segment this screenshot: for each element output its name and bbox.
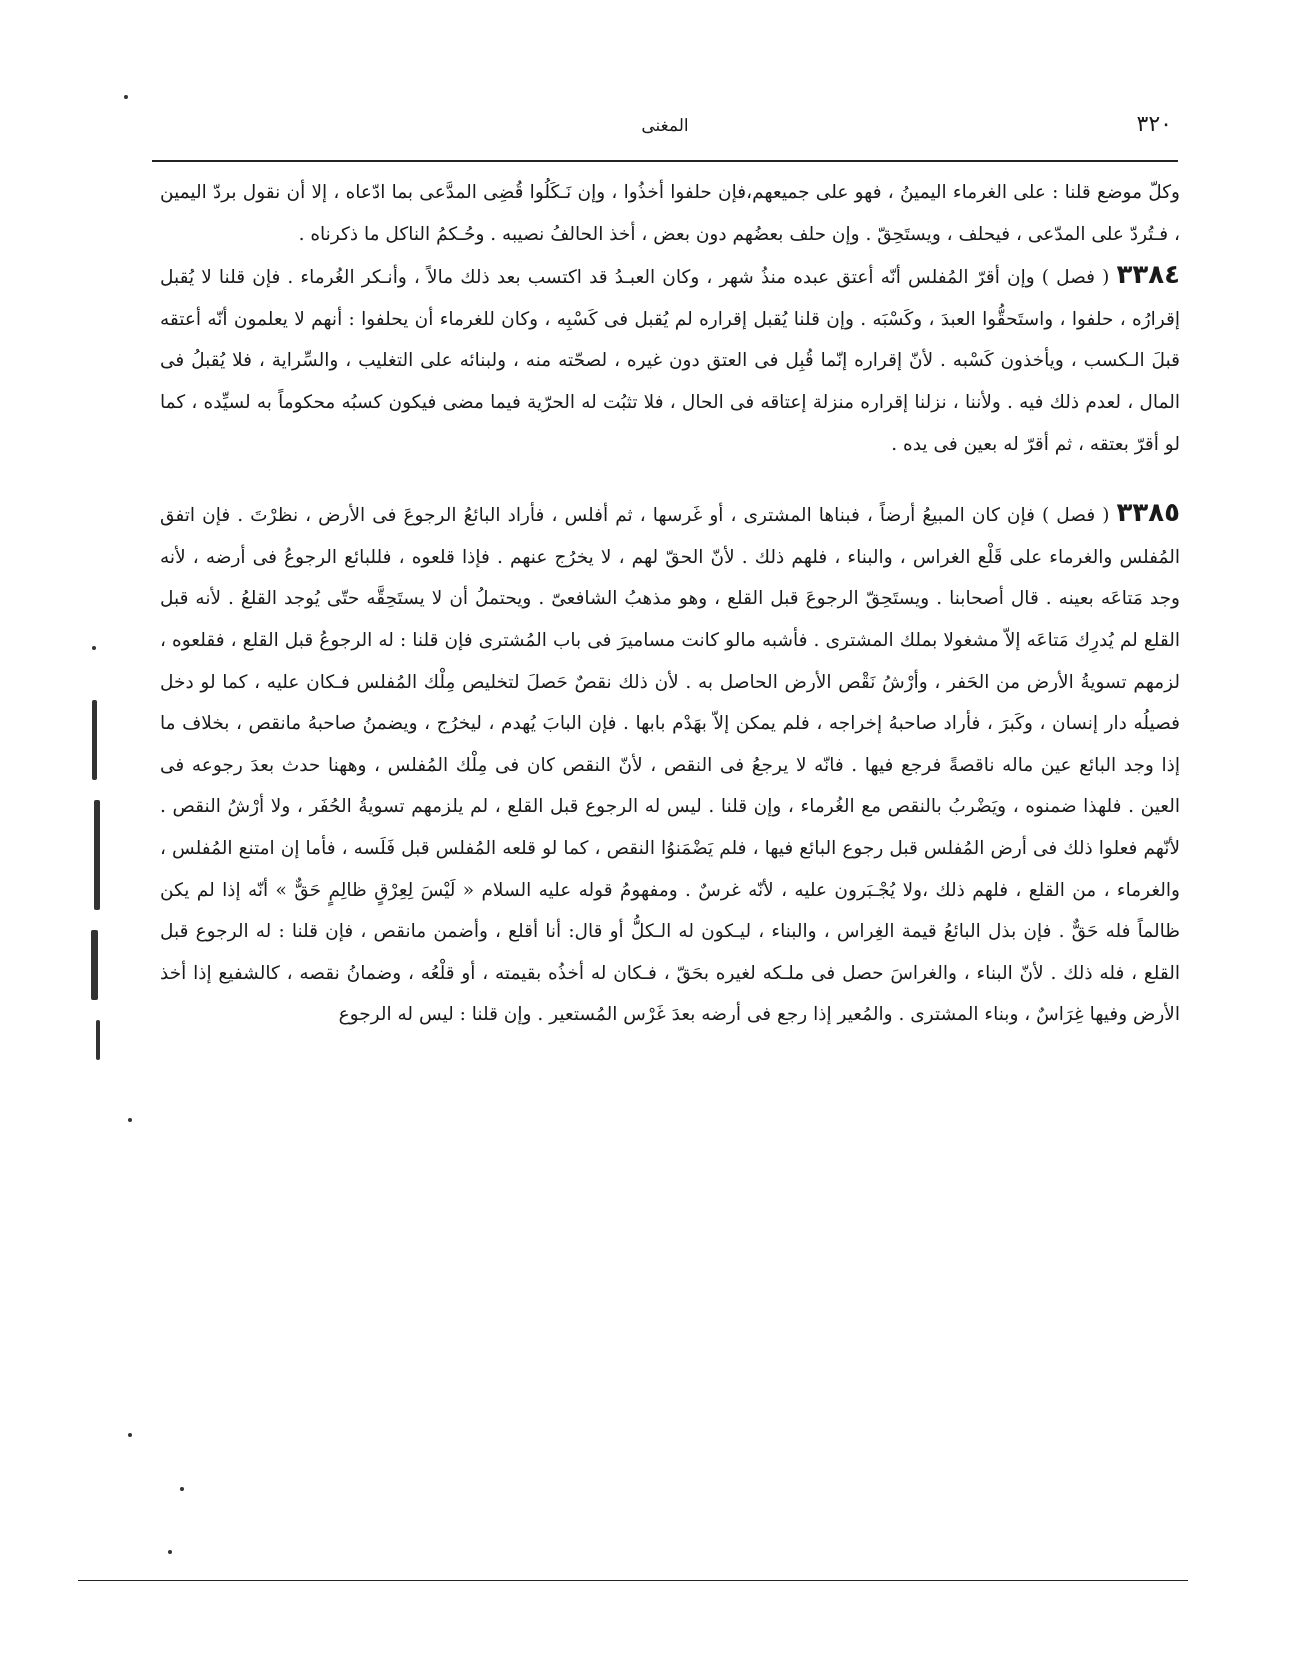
margin-annotations — [86, 640, 116, 1160]
paragraph-text: ( فصل ) وإن أقرّ المُفلس أنّه أعتق عبده منذُ شهر ، وكان العبـدُ قد اكتسب بعد ذلك مالاً ، وأنـكر الغُرماء . فإن قلنا لا يُقبل إقرارُه ، حلفوا ، واستَحقُّوا العبدَ ، وكَسْبَه . وإن قلنا يُقبل إقراره لم يُقبل فى كَسْبِه ، وكان للغرماء أن يحلفوا : أنهم لا يعلمون أنّه أعتقه قبلَ الـكسب ، ويأخذون كَسْبه . لأنّ إقراره إنّما قُبِل فى العتق دون غيره ، لصحّته منه ، ولبنائه على التغليب ، والسِّراية ، فلا يُقبلُ فى المال ، لعدم ذلك فيه . ولأننا ، نزلنا إقراره منزلة إعتاقه فى الحال ، فلا تثبُت له الحرّية فيما مضى فيكون كسبُه محكوماً به لسيِّده ، كما لو أقرّ بعتقه ، ثم أقرّ له بعين فى يده . — [160, 267, 1180, 455]
speck — [128, 1118, 132, 1122]
margin-mark — [92, 700, 97, 780]
book-title: المغنى — [641, 116, 689, 136]
paragraph-section-3385 — [160, 493, 1180, 1036]
section-number: ٣٣٨٤ — [1116, 260, 1181, 291]
speck — [168, 1550, 172, 1554]
margin-mark — [91, 930, 98, 1000]
paragraph-text: وكلّ موضع قلنا : على الغرماء اليمينُ ، فهو على جميعهم،فإن حلفوا أخذُوا ، وإن نَـكَلُوا قُضِى المدَّعى بما ادّعاه ، إلا أن نقول بردّ اليمين ، فـتُردّ على المدّعى ، فيحلف ، ويستَحِقّ . وإن حلف بعضُهم دون بعض ، أخذ الحالفُ نصيبه . وحُـكمُ الناكل ما ذكرناه . — [160, 182, 1180, 245]
footer-divider — [78, 1580, 1188, 1581]
speck — [92, 646, 96, 650]
speck — [128, 1433, 132, 1437]
page-header — [150, 112, 1180, 152]
margin-mark — [94, 800, 100, 910]
paragraph-continuation — [160, 172, 1180, 255]
page-number: ٣٢٠ — [1136, 112, 1172, 137]
paragraph-section-3384 — [160, 255, 1180, 465]
speck — [180, 1487, 184, 1491]
speck — [124, 95, 128, 99]
body-text — [160, 172, 1180, 1036]
paragraph-text: ( فصل ) فإن كان المبيعُ أرضاً ، فبناها المشترى ، أو غَرسها ، ثم أفلس ، فأراد البائعُ الرجوعَ فى الأرض ، نظرْتَ . فإن اتفق المُفلس والغرماء على قَلْع الغراس ، والبناء ، فلهم ذلك . لأنّ الحقّ لهم ، لا يخرُج عنهم . فإذا قلعوه ، فللبائع الرجوعُ فى أرضه ، لأنه وجد مَتاعَه بعينه . قال أصحابنا . ويستَحِقّ الرجوعَ قبل القلع ، وهو مذهبُ الشافعىّ . ويحتملُ أن لا يستَحِقَّه حتّى يُوجد القلعُ . لأنه قبل القلع لم يُدرِك مَتاعَه إلاّ مشغولا بملك المشترى . فأشبه مالو كانت مساميرَ فى باب المُشترى فإن قلنا : له الرجوعُ قبل القلع ، فقلعوه ، لزمهم تسويةُ الأرض من الحَفر ، وأرْشُ نَقْص الأرض الحاصل به . لأن ذلك نقصٌ حَصلَ لتخليص مِلْك المُفلس فـكان عليه ، كما لو دخل فصيلُه دار إنسان ، وكَبرَ ، فأراد صاحبهُ إخراجه ، فلم يمكن إلاّ بهَدْم بابها . فإن البابَ يُهدم ، ليخرُج ، ويضمنُ صاحبهُ مانقص ، بخلاف ما إذا وجد البائع عين ماله ناقصةً فرجع فيها . فانّه لا يرجعُ فى النقص ، لأنّ النقص كان فى مِلْك المُفلس ، وههنا حدث بعدَ رجوعه فى العين . فلهذا ضمنوه ، ويَضْربُ بالنقص مع الغُرماء ، وإن قلنا . ليس له الرجوع قبل القلع ، لم يلزمهم تسويةُ الحُفَر ، ولا أرْشُ النقص . لأنّهم فعلوا ذلك فى أرض المُفلس قبل رجوع البائع فيها ، فلم يَضْمَنوُا النقص ، كما لو قلعه المُفلس قبل فَلَسه ، فأما إن امتنع المُفلس ، والغرماء ، من القلع ، فلهم ذلك ،ولا يُجْـبَرون عليه ، لأنّه غرسٌ . ومفهومُ قوله عليه السلام « لَيْسَ لِعِرْقٍ ظالِمٍ حَقٌّ » أنّه إذا لم يكن ظالماً فله حَقٌّ . فإن بذل البائعُ قيمة الغِراس ، والبناء ، ليـكون له الـكلُّ أو قال: أنا أقلع ، وأضمن مانقص ، فإن قلنا : له الرجوع قبل القلع ، فله ذلك . لأنّ البناء ، والغراسَ حصل فى ملـكه لغيره بحَقّ ، فـكان له أخذُه بقيمته ، أو قلْعُه ، وضمانُ نقصه ، كالشفيع إذا أخذ الأرض وفيها غِرَاسٌ ، وبناء المشترى . والمُعير إذا رجع فى أرضه بعدَ غَرْس المُستعير . وإن قلنا : ليس له الرجوع — [160, 505, 1180, 1026]
section-number: ٣٣٨٥ — [1116, 498, 1180, 529]
margin-mark — [96, 1020, 100, 1060]
header-divider — [152, 160, 1178, 162]
